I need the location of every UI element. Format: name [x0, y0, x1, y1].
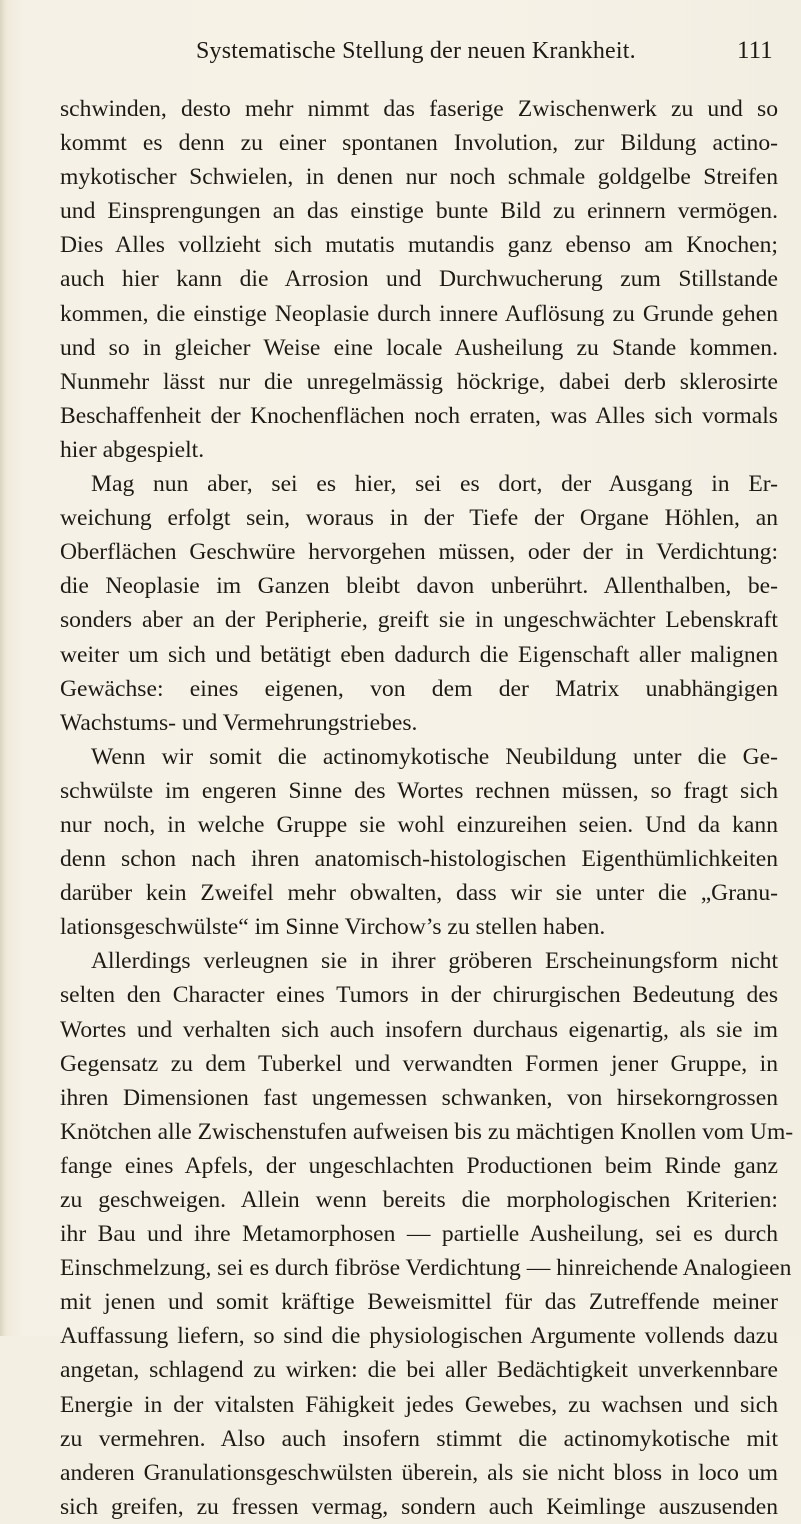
text-line: und Einsprengungen an das einstige bunte Bild zu erinnern vermögen.: [60, 198, 778, 225]
text-line: Wachstums- und Vermehrungstriebes.: [60, 709, 418, 736]
text-line: ihr Bau und ihre Metamorphosen — partielle Ausheilung, sei es durch: [60, 1221, 778, 1248]
text-line: Dies Alles vollzieht sich mutatis mutandis ganz ebenso am Knochen;: [60, 232, 778, 259]
text-line: hier abgespielt.: [60, 436, 205, 463]
text-line: kommen, die einstige Neoplasie durch innere Auflösung zu Grunde gehen: [60, 300, 778, 327]
text-line: darüber kein Zweifel mehr obwalten, dass wir sie unter die „Granu-: [60, 880, 778, 907]
text-line: Wortes und verhalten sich auch insofern durchaus eigenartig, als sie im: [60, 1016, 778, 1043]
text-line: schwinden, desto mehr nimmt das faserige Zwischenwerk zu und so: [60, 96, 778, 122]
text-line: angetan, schlagend zu wirken: die bei aller Bedächtigkeit unverkennbare: [60, 1357, 778, 1384]
text-line: Mag nun aber, sei es hier, sei es dort, der Ausgang in Er-: [91, 471, 778, 498]
text-line: selten den Character eines Tumors in der chirurgischen Bedeutung des: [60, 982, 778, 1009]
text-line: die Neoplasie im Ganzen bleibt davon unberührt. Allenthalben, be-: [60, 573, 778, 600]
text-line: schwülste im engeren Sinne des Wortes rechnen müssen, so fragt sich: [60, 777, 778, 804]
text-line: Auffassung liefern, so sind die physiologischen Argumente vollends dazu: [60, 1323, 778, 1350]
text-line: zu vermehren. Also auch insofern stimmt die actinomykotische mit: [60, 1425, 778, 1452]
text-line: Allerdings verleugnen sie in ihrer gröberen Erscheinungsform nicht: [91, 948, 778, 975]
text-line: mykotischer Schwielen, in denen nur noch schmale goldgelbe Streifen: [60, 164, 778, 191]
running-title: Systematische Stellung der neuen Krankheit.: [196, 38, 636, 64]
text-line: mit jenen und somit kräftige Beweismittel für das Zutreffende meiner: [60, 1289, 778, 1316]
text-line: sonders aber an der Peripherie, greift sie in ungeschwächter Lebenskraft: [60, 607, 778, 634]
text-line: fange eines Apfels, der ungeschlachten Productionen beim Rinde ganz: [60, 1152, 778, 1179]
text-line: denn schon nach ihren anatomisch-histologischen Eigenthümlichkeiten: [60, 846, 778, 873]
body-text: [60, 92, 794, 1524]
text-line: und so in gleicher Weise eine locale Ausheilung zu Stande kommen.: [60, 334, 778, 361]
text-line: Nunmehr lässt nur die unregelmässig höckrige, dabei derb sklerosirte: [60, 368, 778, 395]
text-line: sich greifen, zu fressen vermag, sondern auch Keimlinge auszusenden: [60, 1493, 778, 1520]
page-header: [0, 38, 801, 74]
text-line: weichung erfolgt sein, woraus in der Tiefe der Organe Höhlen, an: [60, 505, 778, 532]
text-line: Oberflächen Geschwüre hervorgehen müssen, oder der in Verdichtung:: [60, 539, 778, 566]
text-line: anderen Granulationsgeschwülsten überein, als sie nicht bloss in loco um: [60, 1459, 778, 1486]
text-line: nur noch, in welche Gruppe sie wohl einzureihen seien. Und da kann: [60, 811, 778, 838]
text-line: ihren Dimensionen fast ungemessen schwanken, von hirsekorngrossen: [60, 1084, 778, 1111]
text-line: auch hier kann die Arrosion und Durchwucherung zum Stillstande: [60, 266, 778, 293]
text-line: Gewächse: eines eigenen, von dem der Matrix unabhängigen: [60, 675, 778, 702]
text-line: kommt es denn zu einer spontanen Involution, zur Bildung actino-: [60, 130, 778, 157]
text-line: Einschmelzung, sei es durch fibröse Verdichtung — hinreichende Analogieen: [60, 1255, 792, 1282]
text-line: Gegensatz zu dem Tuberkel und verwandten Formen jener Gruppe, in: [60, 1050, 778, 1077]
text-line: Wenn wir somit die actinomykotische Neubildung unter die Ge-: [91, 743, 778, 770]
text-line: Knötchen alle Zwischenstufen aufweisen bis zu mächtigen Knollen vom Um-: [60, 1118, 794, 1145]
page-gutter-edge: [0, 0, 6, 1336]
page-number: 111: [737, 37, 773, 64]
text-line: weiter um sich und betätigt eben dadurch die Eigenschaft aller malignen: [60, 641, 778, 668]
text-line: Beschaffenheit der Knochenflächen noch erraten, was Alles sich vormals: [60, 402, 778, 429]
text-line: zu geschweigen. Allein wenn bereits die morphologischen Kriterien:: [60, 1187, 778, 1213]
text-line: lationsgeschwülste“ im Sinne Virchow’s zu stellen haben.: [60, 914, 606, 941]
text-line: Energie in der vitalsten Fähigkeit jedes Gewebes, zu wachsen und sich: [60, 1391, 778, 1418]
